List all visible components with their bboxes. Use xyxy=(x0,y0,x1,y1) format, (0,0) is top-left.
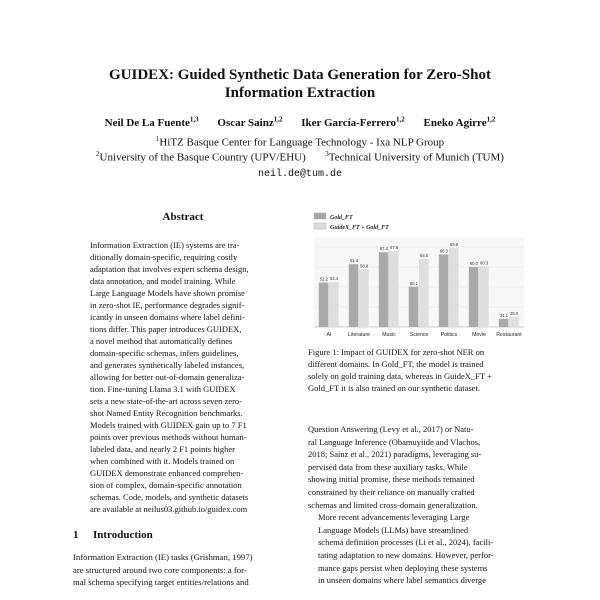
introduction-line: are structured around two core components: a for- xyxy=(73,564,247,575)
abstract-line: Models trained with GUIDEX gain up to 7 F1 xyxy=(90,420,247,430)
abstract-line: schemas. Code, models, and synthetic datasets xyxy=(90,492,249,502)
abstract-line: icantly in unseen domains where label defini- xyxy=(90,312,245,322)
abstract-line: adaptation that involves expert schema design, xyxy=(90,264,249,274)
caption-line: Figure 1: Impact of GUIDEX for zero-shot NER on xyxy=(308,347,485,357)
introduction-line: Information Extraction (IE) tasks (Grishman, 1997) xyxy=(73,552,253,562)
paragraph-2-line: More recent advancements leveraging Large xyxy=(318,512,470,523)
paragraph-question-answering xyxy=(308,423,532,511)
data-label: 50.1 xyxy=(409,280,418,286)
abstract-heading: Abstract xyxy=(162,211,204,223)
paragraph-2-line: Language Models (LLMs) have streamlined xyxy=(318,524,469,535)
paper-title-line-2: Information Extraction xyxy=(224,85,376,101)
figure-1-caption xyxy=(308,346,532,394)
data-label: 52.2 xyxy=(319,276,328,282)
legend-swatch-0 xyxy=(314,213,326,219)
paragraph-2-line: mance gaps persist when deploying these systems xyxy=(318,562,488,573)
x-tick-label: Literature xyxy=(348,332,370,338)
legend-label-1: GuideX_FT + Gold_FT xyxy=(330,225,389,231)
paragraph-1-line: ral Language Inference (Obamuyiide and Vlachos, xyxy=(308,436,481,447)
paper-title-line-1: GUIDEX: Guided Synthetic Data Generation for Zero-Shot xyxy=(109,67,491,83)
abstract-line: points over previous methods without human- xyxy=(90,432,247,442)
abstract-line: when combined with it. Models trained on xyxy=(90,456,235,466)
abstract-line: are available at neilus03.github.io/guidex.com xyxy=(90,504,248,514)
introduction-line: mal schema specifying target entities/relations and xyxy=(73,577,249,588)
abstract-line: domain-specific schemas, infers guidelines, xyxy=(90,348,239,358)
data-label: 60.0 xyxy=(469,261,478,266)
abstract-line: labeled data, and nearly 2 F1 points higher xyxy=(90,444,235,454)
paragraph-1-line: schemas and limited cross-domain generalization. xyxy=(308,499,478,510)
abstract-line: Large Language Models have shown promise xyxy=(90,288,245,298)
abstract-line: in zero-shot IE, performance degrades signif- xyxy=(90,300,245,310)
paper-title xyxy=(60,66,540,102)
data-label: 35.0 xyxy=(510,311,519,316)
paragraph-1-line: constrained by their reliance on manually crafted xyxy=(308,486,475,497)
paragraph-2-line: tating adaptation to new domains. However, perfor- xyxy=(318,549,494,560)
bar-literature-series-1 xyxy=(359,269,369,327)
right-column-body xyxy=(308,423,532,587)
x-tick-label: Politics xyxy=(440,332,458,338)
data-label: 67.9 xyxy=(390,245,399,251)
affiliation-line-2: $^2$University of the Basque Country (UPV/EHU) $^3$Technical University of Munich (TUM) xyxy=(96,150,504,164)
data-label: 69.6 xyxy=(450,241,459,247)
bar-movie-series-1 xyxy=(479,266,489,327)
introduction-body xyxy=(73,551,288,589)
bar-ai-series-1 xyxy=(329,282,339,327)
bar-politics-series-1 xyxy=(449,248,459,327)
caption-line: solely on gold training data, whereas in GuideX_FT + xyxy=(308,371,492,381)
bar-music-series-1 xyxy=(389,251,399,327)
x-tick-label: Movie xyxy=(472,332,486,338)
abstract-line: and generates synthetically labeled instances, xyxy=(90,360,245,370)
paragraph-2-line: in unseen domains where label semantics diverge xyxy=(318,575,486,586)
data-label: 52.4 xyxy=(330,276,339,282)
data-label: 60.3 xyxy=(480,260,489,266)
abstract-line: sion of complex, domain-specific annotation xyxy=(90,480,242,490)
legend-label-0: Gold_FT xyxy=(330,215,353,221)
data-label: 66.3 xyxy=(439,248,448,254)
author-4: Eneko Agirre$^{1,2}$ xyxy=(423,115,496,129)
bar-movie-series-0 xyxy=(469,267,479,327)
bar-music-series-0 xyxy=(379,252,389,327)
abstract-line: a novel method that automatically defines xyxy=(90,336,233,346)
legend-swatch-1 xyxy=(314,223,326,229)
abstract-line: ditionally domain-specific, requiring costly xyxy=(90,252,238,262)
x-tick-label: Restaurant xyxy=(496,332,522,338)
author-2: Oscar Sainz$^{1,2}$ xyxy=(217,115,283,129)
paragraph-1-line: 2018; Sainz et al., 2021) paradigms, leveraging su- xyxy=(308,449,482,460)
bar-restaurant-series-1 xyxy=(509,317,519,327)
abstract-line: data annotation, and model training. While xyxy=(90,276,236,286)
author-email[interactable]: neil.de@tum.de xyxy=(257,169,342,180)
x-tick-label: Science xyxy=(409,332,429,338)
x-tick-label: AI xyxy=(326,332,332,338)
abstract-line: Information Extraction (IE) systems are tra- xyxy=(90,240,240,250)
author-3: Iker García-Ferrero$^{1,2}$ xyxy=(301,115,405,129)
bar-politics-series-0 xyxy=(439,254,449,327)
author-list xyxy=(40,115,560,129)
bar-science-series-1 xyxy=(419,259,429,327)
abstract-line: allowing for better out-of-domain generaliza- xyxy=(90,372,245,382)
caption-line: different domains. In Gold_FT, the model is trained xyxy=(308,359,484,369)
paragraph-1-line: Question Answering (Levy et al., 2017) or Natu- xyxy=(308,424,474,434)
section-heading-introduction: 1 Introduction xyxy=(73,529,153,541)
data-label: 61.4 xyxy=(349,258,358,264)
abstract-line: tions differ. This paper introduces GUIDEX, xyxy=(90,324,242,334)
data-label: 34.1 xyxy=(499,312,508,318)
bar-literature-series-0 xyxy=(349,264,359,327)
abstract-line: sets a new state-of-the-art across seven zero- xyxy=(90,396,242,406)
caption-line: Gold_FT it is also trained on our synthetic dataset. xyxy=(308,383,480,393)
paragraph-2-line: schema definition processes (Li et al., 2024), facili- xyxy=(318,537,494,548)
bar-restaurant-series-0 xyxy=(499,319,509,327)
figure-1-bar-chart xyxy=(308,207,530,343)
data-label: 64.0 xyxy=(420,253,429,258)
bar-science-series-0 xyxy=(409,287,419,327)
paragraph-1-line: showing initial promise, these methods remained xyxy=(308,474,475,485)
x-tick-label: Music xyxy=(382,332,396,338)
abstract-line: GUIDEX demonstrate enhanced comprehen- xyxy=(90,468,244,478)
paragraph-1-line: pervised data from these auxiliary tasks. While xyxy=(308,461,468,472)
abstract-body xyxy=(90,239,276,515)
abstract-line: tion. Fine-tuning Llama 3.1 with GUIDEX xyxy=(90,384,236,394)
affiliation-line-1: $^1$HiTZ Basque Center for Language Technology - Ixa NLP Group xyxy=(155,135,445,149)
paragraph-recent-advancements xyxy=(308,511,532,587)
abstract-line: shot Named Entity Recognition benchmarks. xyxy=(90,408,243,418)
bar-ai-series-0 xyxy=(319,283,329,327)
author-1: Neil De La Fuente$^{1,3}$ xyxy=(104,115,199,129)
data-label: 67.4 xyxy=(379,246,388,252)
data-label: 58.8 xyxy=(360,263,369,269)
